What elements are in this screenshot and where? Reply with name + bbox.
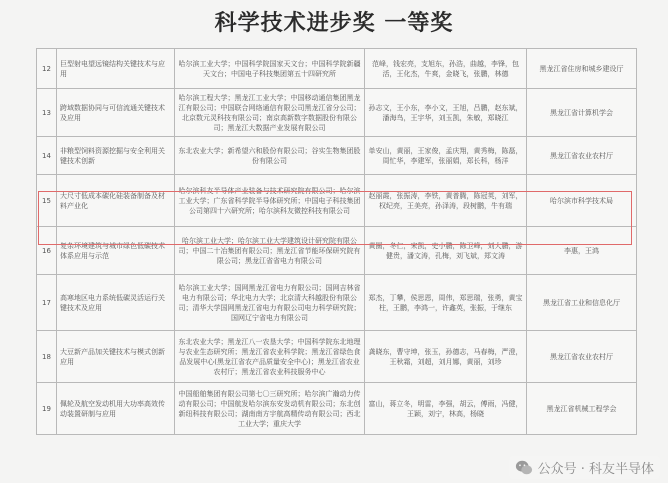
completing-people: 孙志文，王小东，李小文，王旭，吕鹏，赵东斌，潘海鸟，王宇华，刘玉凯，朱敏，郑晓江 [365, 89, 527, 137]
awards-table [36, 48, 637, 435]
completing-people: 单安山，黄丽，王家俊，孟庆翔，黄秀梅，陈磊，周忙华，李建军，张丽娟，郑长科，杨洋 [365, 137, 527, 175]
completing-units: 东北农业大学；黑龙江八一农垦大学；中国科学院东北地理与农业生态研究所；黑龙江省农业科学院；黑龙江省绿色食品发展中心(黑龙江省农产品质量安全中心)；黑龙江省农业农村厅；黑龙江省农业科技服务中心 [175, 331, 365, 383]
table-row [37, 227, 637, 275]
completing-people: 赵丽霞，张振涛，李铁，黄普腾，陈冠英，刘军，权纪亮，王美亮，孙泽涛，段树鹏，牛有瑞 [365, 175, 527, 227]
nominating-unit: 黑龙江省机械工程学会 [527, 383, 637, 435]
nominating-unit: 黑龙江省住房和城乡建设厅 [527, 49, 637, 89]
completing-people: 黄圈，冬仁，宋凯，史小鹏，陈卫峰，刘大鹏，游健贵，潘文涛，孔梅，刘飞斌，郑文涛 [365, 227, 527, 275]
completing-people: 郑杰，丁攀，侯思恩，周伟，郑思瑞，张勇，黄宝柱，王鹏，李鸿一，许鑫英，张振，于继东 [365, 275, 527, 331]
row-number: 16 [37, 227, 57, 275]
completing-units: 哈尔滨工业大学；国网黑龙江省电力有限公司；国网吉林省电力有限公司；华北电力大学；北京清大科越股份有限公司；清华大学国网黑龙江省电力有限公司电力科学研究院；国网辽宁省电力有限公司 [175, 275, 365, 331]
row-number: 15 [37, 175, 57, 227]
table-row [37, 89, 637, 137]
table-row [37, 275, 637, 331]
row-number: 17 [37, 275, 57, 331]
nominating-unit: 哈尔滨市科学技术局 [527, 175, 637, 227]
nominating-unit: 李惠，王鸿 [527, 227, 637, 275]
nominating-unit: 黑龙江省农业农村厅 [527, 331, 637, 383]
watermark [509, 456, 660, 479]
nominating-unit: 黑龙江省农业农村厅 [527, 137, 637, 175]
completing-units: 哈尔滨工业大学；中国科学院国家天文台；中国科学院新疆天文台；中国电子科技集团第五十四研究所 [175, 49, 365, 89]
project-name: 大豆新产品加关键技术与模式创新应用 [57, 331, 175, 383]
row-number: 12 [37, 49, 57, 89]
project-name: 非粮型饲料资源挖掘与安全利用关键技术创新 [57, 137, 175, 175]
row-number: 19 [37, 383, 57, 435]
page-title: 科学技术进步奖 一等奖 [214, 11, 454, 36]
table-row [37, 49, 637, 89]
completing-units: 中国船舶集团有限公司第七〇三研究所；哈尔滨广瀚动力传动有限公司；中国航发哈尔滨东安发动机有限公司；东北创新纽科技有限公司；湖南南方宇航高精传动有限公司；西北工业大学；重庆大学 [175, 383, 365, 435]
table-row [37, 175, 637, 227]
nominating-unit: 黑龙江省工业和信息化厅 [527, 275, 637, 331]
completing-people: 范峰，钱宏亮，支旭东，孙浩，曲越，李锋，包活，王化杰，牛爽，金晓飞，张鹏，林德 [365, 49, 527, 89]
project-name: 跨域数据协同与可信流通关键技术及应用 [57, 89, 175, 137]
completing-people: 富山，蒋立冬，明雷，李强，胡云，傅雨，冯健，王颖，刘宁，林高，杨晓 [365, 383, 527, 435]
project-name: 巨型射电望远镜结构关键技术与应用 [57, 49, 175, 89]
table-row [37, 137, 637, 175]
row-number: 18 [37, 331, 57, 383]
row-number: 13 [37, 89, 57, 137]
project-name: 大尺寸低成本碳化硅装备制备及材料产业化 [57, 175, 175, 227]
completing-units: 哈尔滨工程大学；黑龙江工业大学；中国移动通信集团黑龙江有限公司；中国联合网络通信有限公司黑龙江省分公司；北京数元灵科技有限公司；南京高新数字数据股份有限公司；黑龙江大数据产业发展有限公司 [175, 89, 365, 137]
watermark-text: 公众号 · 科友半导体 [537, 462, 654, 477]
project-name: 复杂环境建筑与城市绿色低碳技术体系应用与示范 [57, 227, 175, 275]
completing-units: 哈尔滨工业大学；哈尔滨工业大学建筑设计研究院有限公司；中国二十冶集团有限公司；黑龙江省节能环保研究院有限公司；黑龙江省省电力有限公司 [175, 227, 365, 275]
project-name: 佩轮及航空发动机用大功率高效传动装置研制与应用 [57, 383, 175, 435]
project-name: 高寒地区电力系统低碳灵活运行关键技术及应用 [57, 275, 175, 331]
table-row [37, 331, 637, 383]
completing-people: 龚晓东，曹守坤，张玉，孙德志，马春梅，严澄，王秋霜，刘超，刘月娜，黄丽，刘珍 [365, 331, 527, 383]
completing-units: 哈尔滨科友半导体产业装备与技术研究院有限公司；哈尔滨工业大学；广东省科学院半导体研究所；中国电子科技集团公司第四十六研究所；哈尔滨科友微控科技有限公司 [175, 175, 365, 227]
nominating-unit: 黑龙江省计算机学会 [527, 89, 637, 137]
row-number: 14 [37, 137, 57, 175]
wechat-icon [515, 459, 533, 477]
table-row [37, 383, 637, 435]
completing-units: 东北农业大学；新希望六和股份有限公司；谷实生物集团股份有限公司 [175, 137, 365, 175]
